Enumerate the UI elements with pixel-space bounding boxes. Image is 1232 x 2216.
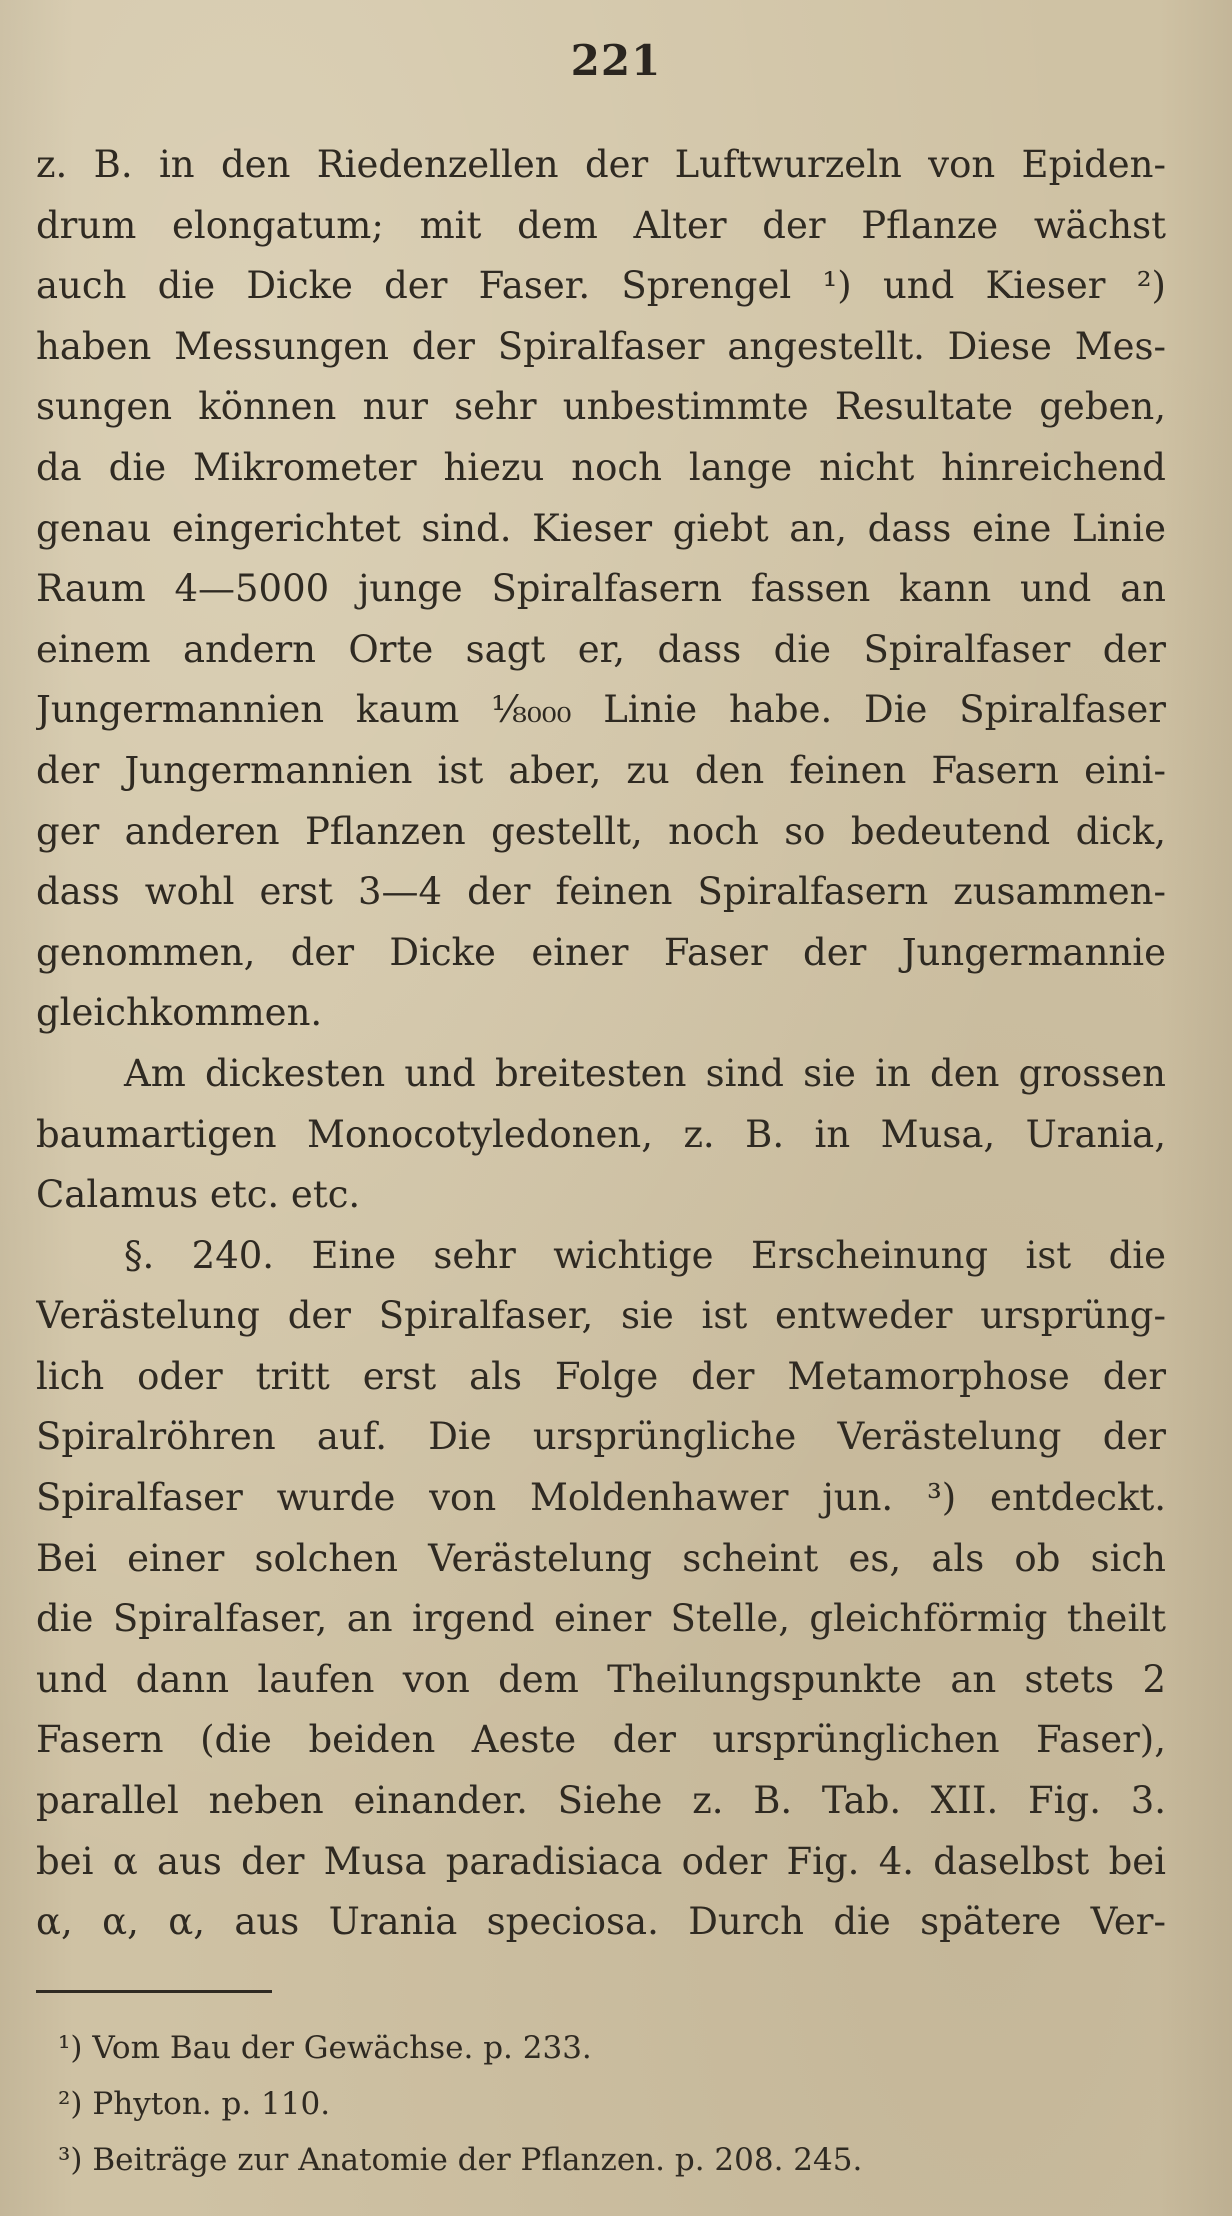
footnote-3: ³) Beiträge zur Anatomie der Pflanzen. p. 208. 245. [58,2142,863,2178]
text-line: haben Messungen der Spiralfaser angestellt. Diese Mes- [36,324,1166,368]
text-line: Spiralröhren auf. Die ursprüngliche Verästelung der [36,1415,1166,1459]
text-line: parallel neben einander. Siehe z. B. Tab. XII. Fig. 3. [36,1779,1166,1823]
text-line: Raum 4—5000 junge Spiralfasern fassen kann und an [36,567,1166,611]
text-line: Verästelung der Spiralfaser, sie ist entweder ursprüng- [36,1294,1166,1338]
text-line: α, α, α, aus Urania speciosa. Durch die spätere Ver- [36,1900,1166,1944]
text-line: einem andern Orte sagt er, dass die Spiralfaser der [36,627,1166,671]
text-line: gleichkommen. [36,991,323,1035]
footnote-2: ²) Phyton. p. 110. [58,2086,331,2122]
paragraph-start-line: Am dickesten und breitesten sind sie in den grossen [124,1051,1166,1095]
page-number: 221 [570,36,662,85]
text-line: baumartigen Monocotyledonen, z. B. in Musa, Urania, [36,1112,1166,1156]
text-line: der Jungermannien ist aber, zu den feinen Fasern eini- [36,748,1166,792]
text-line: dass wohl erst 3—4 der feinen Spiralfasern zusammen- [36,870,1166,914]
text-line: z. B. in den Riedenzellen der Luftwurzeln von Epiden- [36,143,1166,186]
section-start-line: §. 240. Eine sehr wichtige Erscheinung ist die [124,1233,1166,1277]
text-line: genau eingerichtet sind. Kieser giebt an, dass eine Linie [36,506,1166,550]
text-line: da die Mikrometer hiezu noch lange nicht hinreichend [36,445,1166,489]
footnotes [58,2020,1158,2188]
text-line: Bei einer solchen Verästelung scheint es, als ob sich [36,1536,1166,1580]
text-line: genommen, der Dicke einer Faser der Jungermannie [36,930,1166,974]
footnote-1: ¹) Vom Bau der Gewächse. p. 233. [58,2030,592,2066]
text-line: Fasern (die beiden Aeste der ursprünglichen Faser), [36,1718,1166,1762]
text-line: die Spiralfaser, an irgend einer Stelle, gleichförmig theilt [36,1597,1166,1641]
text-line: Jungermannien kaum ¹⁄₈₀₀₀ Linie habe. Die Spiralfaser [36,688,1166,732]
text-line: und dann laufen von dem Theilungspunkte an stets 2 [36,1657,1166,1701]
text-line: lich oder tritt erst als Folge der Metamorphose der [36,1354,1166,1398]
text-line: Calamus etc. etc. [36,1173,361,1217]
footnote-divider [36,1990,272,1993]
text-line: bei α aus der Musa paradisiaca oder Fig. 4. daselbst bei [36,1839,1166,1883]
text-line: sungen können nur sehr unbestimmte Resultate geben, [36,385,1166,429]
body-text [36,135,1166,1953]
text-line: drum elongatum; mit dem Alter der Pflanze wächst [36,203,1166,247]
text-line: auch die Dicke der Faser. Sprengel ¹) und Kieser ²) [36,264,1166,308]
text-line: Spiralfaser wurde von Moldenhawer jun. ³) entdeckt. [36,1476,1166,1520]
text-line: ger anderen Pflanzen gestellt, noch so bedeutend dick, [36,809,1166,853]
